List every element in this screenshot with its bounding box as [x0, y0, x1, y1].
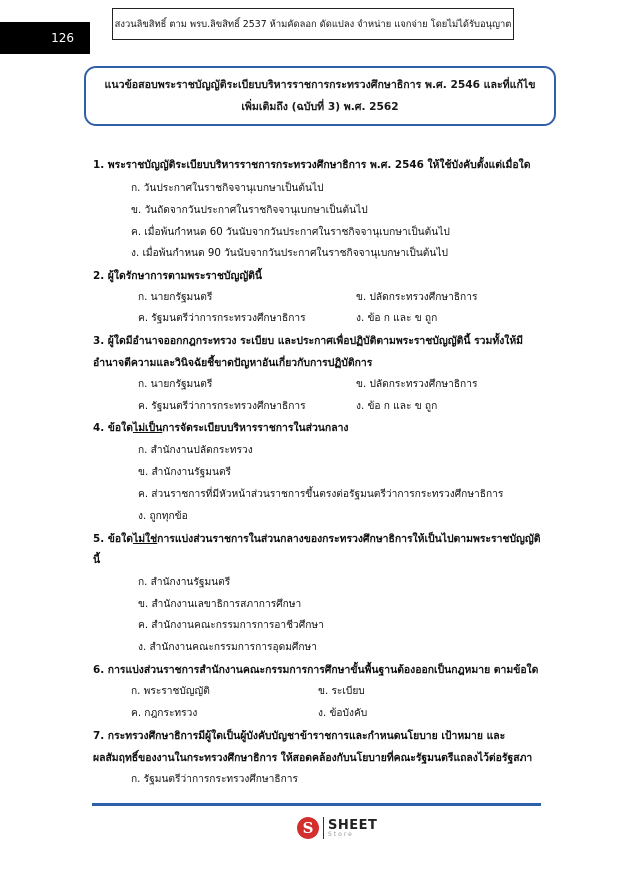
q4-option-a: ก. สำนักงานปลัดกระทรวง [138, 445, 253, 456]
question-6: 6. การแบ่งส่วนราชการสำนักงานคณะกรรมการการศึกษาขั้นพื้นฐานต้องออกเป็นกฎหมาย ตามข้อใด [93, 664, 539, 676]
q5-option-b: ข. สำนักงานเลขาธิการสภาการศึกษา [138, 599, 302, 610]
q2-option-d: ง. ข้อ ก และ ข ถูก [356, 313, 438, 324]
logo-divider [323, 817, 324, 839]
question-1: 1. พระราชบัญญัติระเบียบบริหารราชการกระทรวงศึกษาธิการ พ.ศ. 2546 ให้ใช้บังคับตั้งแต่เมื่อใด [93, 159, 531, 171]
q1-option-b: ข. วันถัดจากวันประกาศในราชกิจจานุเบกษาเป็นต้นไป [131, 205, 368, 216]
question-3-line-1: 3. ผู้ใดมีอำนาจออกกฎกระทรวง ระเบียบ และประกาศเพื่อปฏิบัติตามพระราชบัญญัตินี้ รวมทั้งให้มี [93, 335, 524, 347]
q4-suffix: การจัดระเบียบบริหารราชการในส่วนกลาง [162, 422, 349, 434]
q4-emphasis: ไม่เป็น [132, 422, 163, 434]
question-5-line-2: นี้ [93, 554, 101, 566]
q1-option-d: ง. เมื่อพ้นกำหนด 90 วันนับจากวันประกาศในราชกิจจานุเบกษาเป็นต้นไป [131, 248, 448, 259]
logo-s-icon: S [297, 817, 319, 839]
q2-option-b: ข. ปลัดกระทรวงศึกษาธิการ [356, 292, 478, 303]
q1-option-c: ค. เมื่อพ้นกำหนด 60 วันนับจากวันประกาศในราชกิจจานุเบกษาเป็นต้นไป [131, 227, 450, 238]
q2-option-a: ก. นายกรัฐมนตรี [138, 292, 213, 303]
logo-word: SHEET [328, 817, 378, 833]
copyright-notice: สงวนลิขสิทธิ์ ตาม พรบ.ลิขสิทธิ์ 2537 ห้ามคัดลอก ดัดแปลง จำหน่าย แจกจ่าย โดยไม่ได้รับอนุญาต [112, 8, 514, 40]
q4-option-d: ง. ถูกทุกข้อ [138, 511, 188, 522]
q3-option-b: ข. ปลัดกระทรวงศึกษาธิการ [356, 379, 478, 390]
question-7-line-2: ผลสัมฤทธิ์ของงานในกระทรวงศึกษาธิการ ให้สอดคล้องกับนโยบายที่คณะรัฐมนตรีแถลงไว้ต่อรัฐสภา [93, 752, 533, 764]
q3-option-a: ก. นายกรัฐมนตรี [138, 379, 213, 390]
title-line-2: เพิ่มเติมถึง (ฉบับที่ 3) พ.ศ. 2562 [241, 101, 399, 113]
q6-option-a: ก. พระราชบัญญัติ [131, 686, 210, 697]
page-number: 126 [0, 22, 90, 54]
q6-option-b: ข. ระเบียบ [318, 686, 365, 697]
q6-option-c: ค. กฎกระทรวง [131, 708, 198, 719]
q6-option-d: ง. ข้อบังคับ [318, 708, 368, 719]
q2-option-c: ค. รัฐมนตรีว่าการกระทรวงศึกษาธิการ [138, 313, 306, 324]
footer-divider [92, 803, 541, 806]
q4-option-b: ข. สำนักงานรัฐมนตรี [138, 467, 232, 478]
q5-prefix: 5. ข้อใด [93, 533, 133, 545]
logo-subtext: Store [328, 830, 354, 838]
question-3-line-2: อำนาจตีความและวินิจฉัยชี้ขาดปัญหาอันเกี่ยวกับการปฏิบัติการ [93, 357, 373, 369]
question-5-line-1 [93, 530, 541, 547]
q3-option-c: ค. รัฐมนตรีว่าการกระทรวงศึกษาธิการ [138, 401, 306, 412]
title-line-1: แนวข้อสอบพระราชบัญญัติระเบียบบริหารราชการกระทรวงศึกษาธิการ พ.ศ. 2546 และที่แก้ไข [104, 79, 536, 91]
sheet-store-logo [297, 817, 377, 839]
question-2: 2. ผู้ใดรักษาการตามพระราชบัญญัตินี้ [93, 270, 263, 282]
q5-option-a: ก. สำนักงานรัฐมนตรี [138, 577, 231, 588]
q5-suffix: การแบ่งส่วนราชการในส่วนกลางของกระทรวงศึกษาธิการให้เป็นไปตามพระราชบัญญัติ [157, 533, 541, 545]
q1-option-a: ก. วันประกาศในราชกิจจานุเบกษาเป็นต้นไป [131, 183, 324, 194]
title-box [84, 66, 556, 126]
q3-option-d: ง. ข้อ ก และ ข ถูก [356, 401, 438, 412]
q5-option-d: ง. สำนักงานคณะกรรมการการอุดมศึกษา [138, 642, 317, 653]
logo-text [328, 819, 377, 838]
question-7-line-1: 7. กระทรวงศึกษาธิการมีผู้ใดเป็นผู้บังคับบัญชาข้าราชการและกำหนดนโยบาย เป้าหมาย และ [93, 730, 506, 742]
question-4 [93, 419, 348, 436]
q4-prefix: 4. ข้อใด [93, 422, 133, 434]
q7-option-a: ก. รัฐมนตรีว่าการกระทรวงศึกษาธิการ [131, 774, 298, 785]
q4-option-c: ค. ส่วนราชการที่มีหัวหน้าส่วนราชการขึ้นตรงต่อรัฐมนตรีว่าการกระทรวงศึกษาธิการ [138, 489, 504, 500]
q5-emphasis: ไม่ใช่ [132, 533, 158, 545]
q5-option-c: ค. สำนักงานคณะกรรมการการอาชีวศึกษา [138, 620, 324, 631]
